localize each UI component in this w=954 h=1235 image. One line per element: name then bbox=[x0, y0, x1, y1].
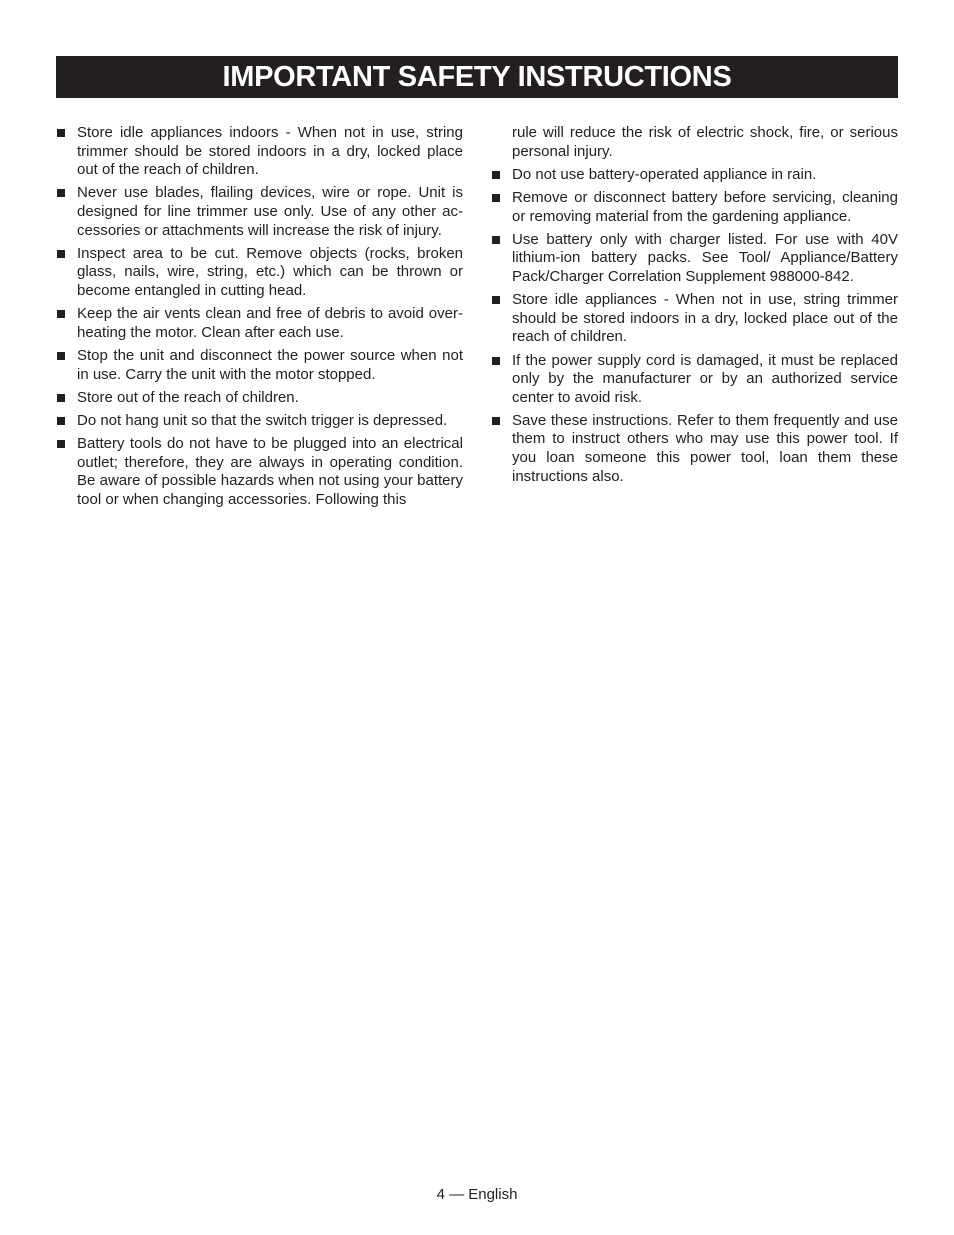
list-item-text: Battery tools do not have to be plugged into an electrical outlet; therefore, they are always in operating condition. Be aware of possible hazards when not using your battery tool or when changing accessories. Following this bbox=[77, 435, 463, 508]
safety-list-right bbox=[491, 124, 898, 486]
section-header bbox=[56, 56, 898, 98]
square-bullet-icon bbox=[57, 189, 65, 197]
square-bullet-icon bbox=[57, 129, 65, 137]
list-item bbox=[56, 412, 463, 431]
list-item bbox=[56, 245, 463, 301]
list-item bbox=[56, 389, 463, 408]
list-item bbox=[491, 412, 898, 486]
list-item-text: rule will reduce the risk of electric shock, fire, or serious personal injury. bbox=[512, 124, 898, 160]
square-bullet-icon bbox=[492, 194, 500, 202]
square-bullet-icon bbox=[492, 357, 500, 365]
list-item bbox=[491, 189, 898, 226]
square-bullet-icon bbox=[57, 394, 65, 402]
left-column bbox=[56, 124, 463, 514]
list-item bbox=[491, 291, 898, 347]
list-item-continuation bbox=[491, 124, 898, 161]
list-item-text: Stop the unit and disconnect the power source when not in use. Carry the unit with the motor stopped. bbox=[77, 346, 463, 383]
list-item-text: If the power supply cord is damaged, it must be replaced only by the manufacturer or by an authorized service center to avoid risk. bbox=[512, 351, 898, 406]
square-bullet-icon bbox=[492, 171, 500, 179]
safety-list-left bbox=[56, 124, 463, 509]
page-number: 4 — English bbox=[436, 1186, 518, 1203]
square-bullet-icon bbox=[57, 250, 65, 258]
list-item bbox=[56, 347, 463, 384]
list-item bbox=[491, 352, 898, 408]
list-item-text: Use battery only with charger listed. For use with 40V lithium-ion battery packs. See Tool/ Appliance/Battery Pack/Charger Correlation Supplement 988000-842. bbox=[512, 230, 898, 285]
square-bullet-icon bbox=[492, 417, 500, 425]
right-column bbox=[491, 124, 898, 491]
list-item-text: Store idle appliances - When not in use, string trimmer should be stored indoors in a dry, locked place out of the reach of children. bbox=[512, 291, 898, 346]
list-item-text: Store out of the reach of children. bbox=[77, 388, 299, 406]
page-footer bbox=[0, 1186, 954, 1204]
square-bullet-icon bbox=[57, 417, 65, 425]
list-item-text: Do not use battery-operated appliance in rain. bbox=[512, 165, 817, 183]
list-item bbox=[56, 435, 463, 509]
list-item-text: Keep the air vents clean and free of debris to avoid overheating the motor. Clean after each use. bbox=[77, 305, 463, 341]
square-bullet-icon bbox=[492, 296, 500, 304]
square-bullet-icon bbox=[57, 352, 65, 360]
list-item bbox=[56, 184, 463, 240]
square-bullet-icon bbox=[57, 310, 65, 318]
square-bullet-icon bbox=[492, 236, 500, 244]
list-item-text: Do not hang unit so that the switch trigger is depressed. bbox=[77, 411, 448, 429]
square-bullet-icon bbox=[57, 440, 65, 448]
list-item-text: Store idle appliances indoors - When not in use, string trimmer should be stored indoors in a dry, locked place out of the reach of children. bbox=[77, 124, 463, 179]
list-item-text: Never use blades, flailing devices, wire or rope. Unit is designed for line trimmer use only. Use of any other accessories or attachments will increase the risk of injury. bbox=[77, 184, 463, 239]
list-item bbox=[56, 305, 463, 342]
page-title: IMPORTANT SAFETY INSTRUCTIONS bbox=[222, 60, 732, 93]
list-item bbox=[491, 231, 898, 287]
list-item bbox=[491, 166, 898, 185]
list-item-text: Save these instructions. Refer to them frequently and use them to instruct others who may use this power tool. If you loan someone this power tool, loan them these instructions also. bbox=[512, 411, 898, 485]
list-item-text: Remove or disconnect battery before servicing, cleaning or removing material from the gardening appliance. bbox=[512, 188, 898, 225]
list-item bbox=[56, 124, 463, 180]
list-item-text: Inspect area to be cut. Remove objects (rocks, broken glass, nails, wire, string, etc.) which can be thrown or become entangled in cutting head. bbox=[77, 244, 463, 299]
